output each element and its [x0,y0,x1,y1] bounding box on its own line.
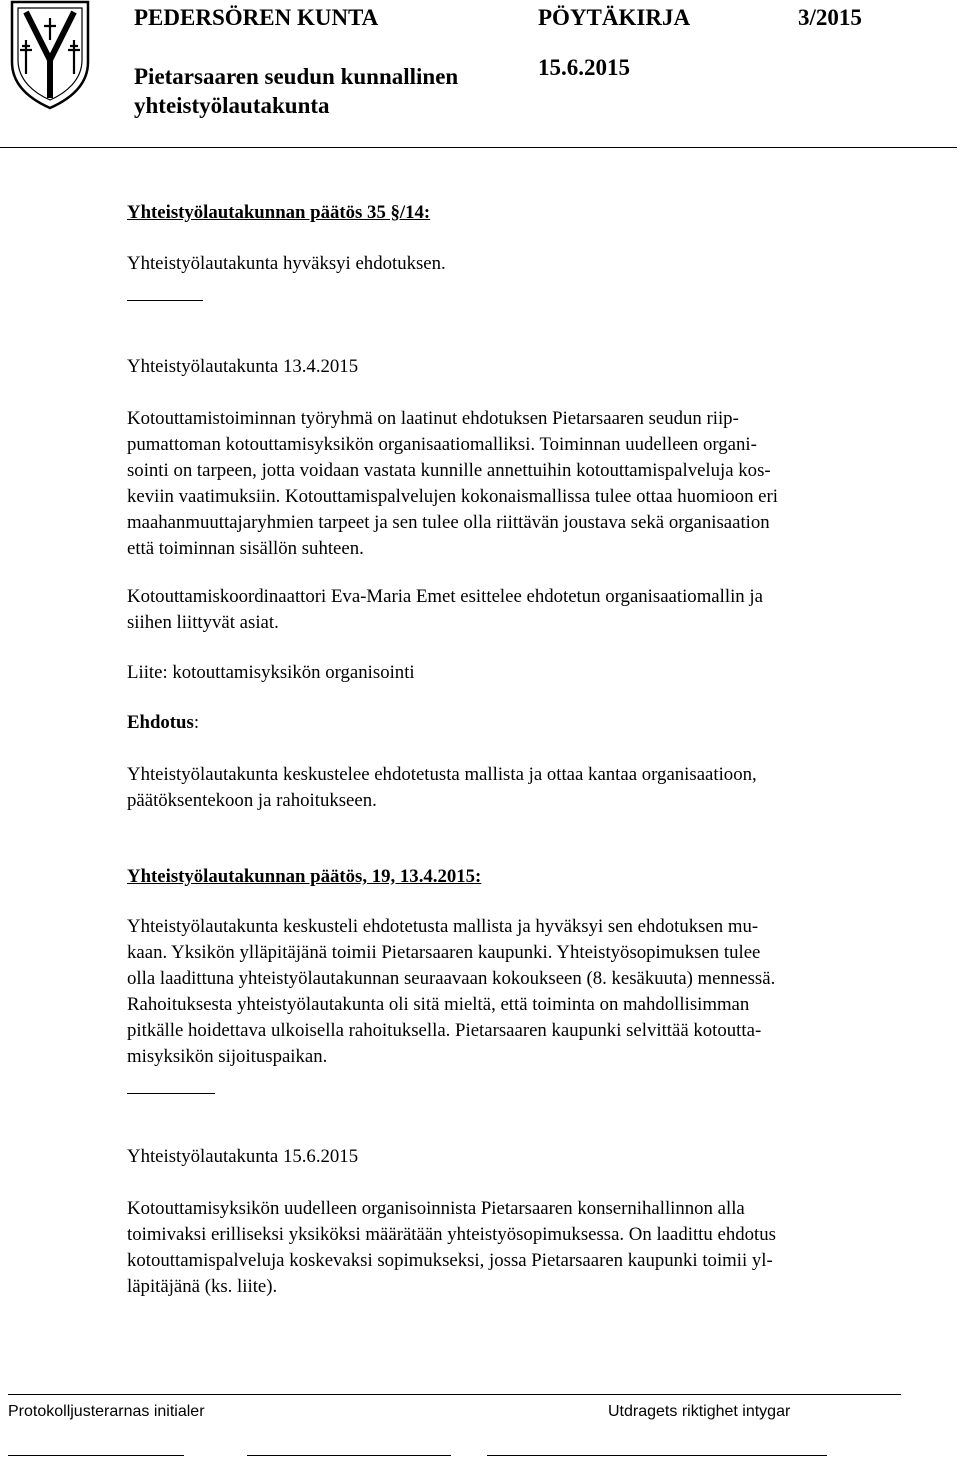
paragraph-line: sointi on tarpeen, jotta voidaan vastata kunnille annettuihin kotouttamispalveluja kos- [127,460,771,481]
committee-name-line2: yhteistyölautakunta [134,93,330,118]
paragraph-line: läpitäjänä (ks. liite). [127,1276,278,1297]
paragraph-line: pitkälle hoidettava ulkoisella rahoituksella. Pietarsaaren kaupunki selvittää kotoutta- [127,1020,762,1041]
paragraph-line: toimivaksi erilliseksi yksiköksi määrätään yhteistyösopimuksessa. On laadittu ehdotus [127,1224,776,1245]
decision-35-text: Yhteistyölautakunta hyväksyi ehdotuksen. [127,253,446,274]
decision-19-title: Yhteistyölautakunnan päätös, 19, 13.4.2015: [127,866,482,887]
paragraph-line: maahanmuuttajaryhmien tarpeet ja sen tulee olla riittävän joustava sekä organisaation [127,512,770,533]
separator-line [127,1093,215,1094]
paragraph-line: Yhteistyölautakunta keskusteli ehdotetusta mallista ja hyväksyi sen ehdotuksen mu- [127,916,759,937]
paragraph-line: misyksikön sijoituspaikan. [127,1046,328,1067]
header-divider [0,147,957,148]
paragraph-line: siihen liittyvät asiat. [127,612,279,633]
proposal-label-text: Ehdotus [127,712,194,733]
paragraph-line: Kotouttamistoiminnan työryhmä on laatinut ehdotuksen Pietarsaaren seudun riip- [127,408,739,429]
footer-certification-label: Utdragets riktighet intygar [608,1403,791,1420]
document-number: 3/2015 [798,5,862,30]
paragraph-line: olla laadittuna yhteistyölautakunnan seuraavaan kokoukseen (8. kesäkuuta) mennessä. [127,968,776,989]
paragraph-line: kotouttamispalveluja koskevaksi sopimukseksi, jossa Pietarsaaren kaupunki toimii yl- [127,1250,773,1271]
municipal-coat-of-arms-icon [8,0,92,110]
meeting-13-4-heading: Yhteistyölautakunta 13.4.2015 [127,356,359,377]
paragraph-line: kaan. Yksikön ylläpitäjänä toimii Pietarsaaren kaupunki. Yhteistyösopimuksen tulee [127,942,761,963]
paragraph-line: Rahoituksesta yhteistyölautakunta oli sitä mieltä, että toiminta on mahdollisimman [127,994,750,1015]
decision-35-title: Yhteistyölautakunnan päätös 35 §/14: [127,202,431,223]
proposal-line: päätöksentekoon ja rahoitukseen. [127,790,377,811]
proposal-label-colon: : [193,712,200,733]
attachment-note: Liite: kotouttamisyksikön organisointi [127,662,415,683]
municipality-name: PEDERSÖREN KUNTA [134,5,379,30]
committee-name-line1: Pietarsaaren seudun kunnallinen [134,64,459,89]
paragraph-line: keviin vaatimuksiin. Kotouttamispalvelujen kokonaismallissa tulee ottaa huomioon eri [127,486,778,507]
document-date: 15.6.2015 [538,55,630,80]
signature-line [487,1455,827,1456]
paragraph-line: Kotouttamiskoordinaattori Eva-Maria Emet esittelee ehdotetun organisaatiomallin ja [127,586,763,607]
paragraph-line: että toiminnan sisällön suhteen. [127,538,364,559]
signature-line [247,1455,451,1456]
signature-line [8,1455,184,1456]
paragraph-line: pumattoman kotouttamisyksikön organisaatiomalliksi. Toiminnan uudelleen organi- [127,434,757,455]
paragraph-line: Kotouttamisyksikön uudelleen organisoinnista Pietarsaaren konsernihallinnon alla [127,1198,745,1219]
proposal-line: Yhteistyölautakunta keskustelee ehdotetusta mallista ja ottaa kantaa organisaatioon, [127,764,757,785]
proposal-label [127,710,199,736]
separator-line [127,300,203,301]
meeting-15-6-heading: Yhteistyölautakunta 15.6.2015 [127,1146,359,1167]
footer-divider [8,1394,901,1395]
footer-initials-label: Protokolljusterarnas initialer [8,1403,205,1420]
document-type: PÖYTÄKIRJA [538,5,691,30]
